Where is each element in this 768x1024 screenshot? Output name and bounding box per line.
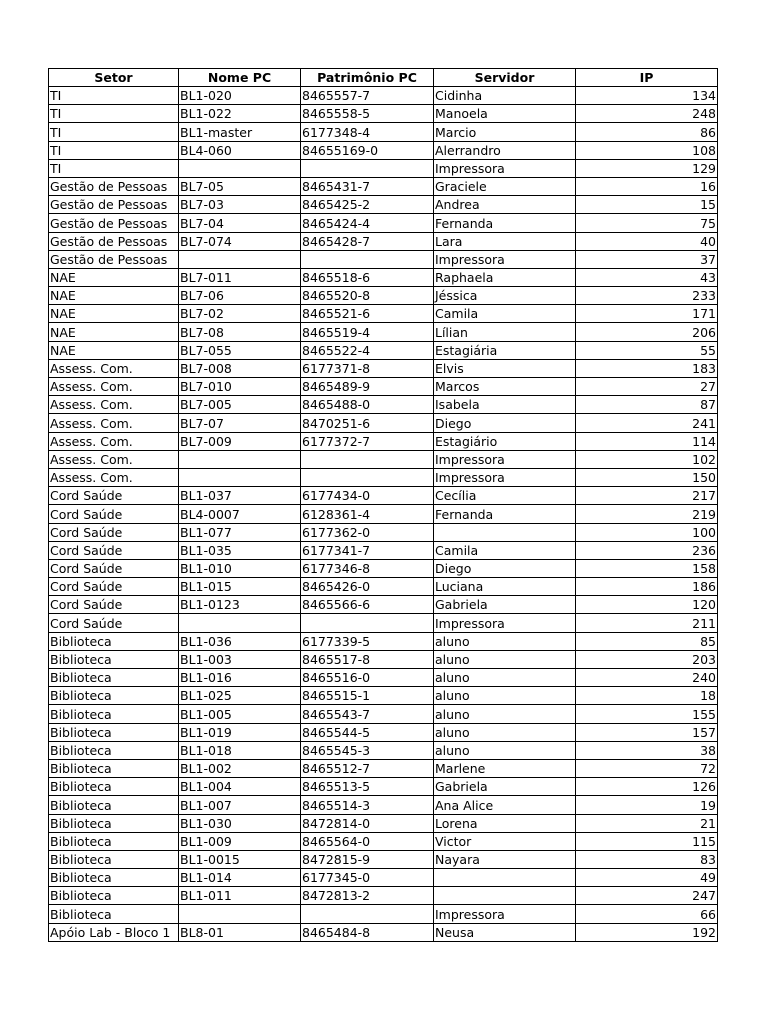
table-row <box>49 723 718 741</box>
cell-servidor: aluno <box>434 705 576 723</box>
header-servidor: Servidor <box>434 69 576 87</box>
cell-patrimonio-pc: 8465428-7 <box>301 232 434 250</box>
cell-setor: Biblioteca <box>49 687 179 705</box>
cell-nome-pc: BL1-003 <box>179 650 301 668</box>
cell-setor: Biblioteca <box>49 632 179 650</box>
cell-ip: 217 <box>576 487 718 505</box>
cell-patrimonio-pc: 6177434-0 <box>301 487 434 505</box>
cell-servidor: Neusa <box>434 923 576 941</box>
cell-servidor: Diego <box>434 414 576 432</box>
cell-patrimonio-pc: 6128361-4 <box>301 505 434 523</box>
cell-servidor: Impressora <box>434 159 576 177</box>
cell-servidor: Victor <box>434 832 576 850</box>
cell-servidor: Marcos <box>434 378 576 396</box>
cell-patrimonio-pc: 6177362-0 <box>301 523 434 541</box>
cell-setor: Gestão de Pessoas <box>49 232 179 250</box>
cell-nome-pc: BL1-030 <box>179 814 301 832</box>
table-row <box>49 705 718 723</box>
cell-servidor: Elvis <box>434 359 576 377</box>
cell-ip: 236 <box>576 541 718 559</box>
cell-servidor: aluno <box>434 669 576 687</box>
cell-nome-pc: BL7-02 <box>179 305 301 323</box>
cell-setor: NAE <box>49 305 179 323</box>
cell-ip: 157 <box>576 723 718 741</box>
table-row <box>49 341 718 359</box>
cell-servidor: Estagiária <box>434 341 576 359</box>
cell-patrimonio-pc: 8465566-6 <box>301 596 434 614</box>
cell-ip: 72 <box>576 759 718 777</box>
table-row <box>49 487 718 505</box>
table-row <box>49 632 718 650</box>
header-row <box>49 69 718 87</box>
table-row <box>49 614 718 632</box>
cell-setor: Gestão de Pessoas <box>49 214 179 232</box>
cell-servidor: Manoela <box>434 105 576 123</box>
cell-nome-pc <box>179 450 301 468</box>
cell-patrimonio-pc: 8465484-8 <box>301 923 434 941</box>
cell-servidor: Lílian <box>434 323 576 341</box>
cell-patrimonio-pc: 8465518-6 <box>301 268 434 286</box>
cell-setor: Biblioteca <box>49 669 179 687</box>
cell-nome-pc: BL1-007 <box>179 796 301 814</box>
table-header <box>49 69 718 87</box>
cell-nome-pc: BL7-009 <box>179 432 301 450</box>
cell-nome-pc <box>179 159 301 177</box>
cell-setor: TI <box>49 87 179 105</box>
table-row <box>49 869 718 887</box>
cell-setor: Apóio Lab - Bloco 1 <box>49 923 179 941</box>
cell-nome-pc: BL1-master <box>179 123 301 141</box>
cell-servidor <box>434 887 576 905</box>
table-row <box>49 359 718 377</box>
cell-patrimonio-pc: 8465512-7 <box>301 759 434 777</box>
table-row <box>49 541 718 559</box>
cell-nome-pc: BL7-03 <box>179 196 301 214</box>
table-row <box>49 177 718 195</box>
cell-nome-pc: BL1-010 <box>179 559 301 577</box>
cell-nome-pc: BL7-05 <box>179 177 301 195</box>
cell-patrimonio-pc <box>301 159 434 177</box>
cell-patrimonio-pc: 8465424-4 <box>301 214 434 232</box>
cell-setor: Biblioteca <box>49 741 179 759</box>
cell-nome-pc: BL7-04 <box>179 214 301 232</box>
table-row <box>49 523 718 541</box>
table-row <box>49 141 718 159</box>
cell-servidor: Lara <box>434 232 576 250</box>
cell-patrimonio-pc: 8465515-1 <box>301 687 434 705</box>
header-setor: Setor <box>49 69 179 87</box>
cell-setor: Biblioteca <box>49 759 179 777</box>
cell-servidor: Nayara <box>434 850 576 868</box>
cell-ip: 40 <box>576 232 718 250</box>
cell-patrimonio-pc <box>301 614 434 632</box>
cell-nome-pc: BL1-025 <box>179 687 301 705</box>
table-row <box>49 687 718 705</box>
cell-servidor: Camila <box>434 541 576 559</box>
cell-servidor: Jéssica <box>434 287 576 305</box>
table-row <box>49 778 718 796</box>
cell-setor: Cord Saúde <box>49 487 179 505</box>
cell-ip: 206 <box>576 323 718 341</box>
cell-nome-pc: BL1-018 <box>179 741 301 759</box>
cell-ip: 21 <box>576 814 718 832</box>
cell-setor: Biblioteca <box>49 778 179 796</box>
cell-servidor: Estagiário <box>434 432 576 450</box>
cell-ip: 233 <box>576 287 718 305</box>
cell-setor: Assess. Com. <box>49 432 179 450</box>
cell-servidor: Impressora <box>434 905 576 923</box>
table-row <box>49 850 718 868</box>
cell-nome-pc: BL1-009 <box>179 832 301 850</box>
cell-nome-pc: BL7-074 <box>179 232 301 250</box>
cell-ip: 126 <box>576 778 718 796</box>
cell-setor: Biblioteca <box>49 832 179 850</box>
cell-servidor: aluno <box>434 723 576 741</box>
cell-nome-pc: BL1-022 <box>179 105 301 123</box>
cell-ip: 150 <box>576 468 718 486</box>
cell-patrimonio-pc: 8465557-7 <box>301 87 434 105</box>
cell-servidor: aluno <box>434 741 576 759</box>
cell-setor: TI <box>49 159 179 177</box>
cell-patrimonio-pc: 8465543-7 <box>301 705 434 723</box>
cell-nome-pc: BL1-005 <box>179 705 301 723</box>
cell-nome-pc: BL1-077 <box>179 523 301 541</box>
cell-patrimonio-pc: 8465489-9 <box>301 378 434 396</box>
table-row <box>49 250 718 268</box>
cell-setor: Biblioteca <box>49 869 179 887</box>
cell-patrimonio-pc: 8472815-9 <box>301 850 434 868</box>
header-nome-pc: Nome PC <box>179 69 301 87</box>
table-row <box>49 505 718 523</box>
table-row <box>49 559 718 577</box>
cell-servidor: Cidinha <box>434 87 576 105</box>
cell-ip: 37 <box>576 250 718 268</box>
cell-ip: 16 <box>576 177 718 195</box>
cell-ip: 248 <box>576 105 718 123</box>
cell-patrimonio-pc: 8465517-8 <box>301 650 434 668</box>
cell-setor: Cord Saúde <box>49 578 179 596</box>
cell-patrimonio-pc: 6177348-4 <box>301 123 434 141</box>
cell-setor: Cord Saúde <box>49 559 179 577</box>
table-row <box>49 578 718 596</box>
cell-servidor: Gabriela <box>434 778 576 796</box>
cell-patrimonio-pc: 84655169-0 <box>301 141 434 159</box>
cell-ip: 171 <box>576 305 718 323</box>
table-row <box>49 741 718 759</box>
cell-patrimonio-pc: 8465564-0 <box>301 832 434 850</box>
cell-setor: Gestão de Pessoas <box>49 177 179 195</box>
cell-nome-pc: BL8-01 <box>179 923 301 941</box>
cell-nome-pc: BL1-035 <box>179 541 301 559</box>
inventory-table <box>48 68 718 942</box>
cell-setor: Assess. Com. <box>49 359 179 377</box>
cell-servidor: Graciele <box>434 177 576 195</box>
table-row <box>49 232 718 250</box>
cell-setor: Gestão de Pessoas <box>49 196 179 214</box>
cell-servidor: aluno <box>434 650 576 668</box>
cell-patrimonio-pc: 8465488-0 <box>301 396 434 414</box>
cell-patrimonio-pc: 8465519-4 <box>301 323 434 341</box>
cell-nome-pc <box>179 250 301 268</box>
table-row <box>49 214 718 232</box>
cell-ip: 183 <box>576 359 718 377</box>
cell-ip: 158 <box>576 559 718 577</box>
cell-ip: 108 <box>576 141 718 159</box>
cell-ip: 19 <box>576 796 718 814</box>
table-row <box>49 105 718 123</box>
cell-servidor: aluno <box>434 632 576 650</box>
table-row <box>49 814 718 832</box>
cell-setor: Assess. Com. <box>49 450 179 468</box>
cell-nome-pc: BL1-011 <box>179 887 301 905</box>
cell-patrimonio-pc: 8465520-8 <box>301 287 434 305</box>
cell-patrimonio-pc: 8465516-0 <box>301 669 434 687</box>
cell-servidor: Marcio <box>434 123 576 141</box>
cell-setor: TI <box>49 105 179 123</box>
cell-nome-pc: BL1-0015 <box>179 850 301 868</box>
table-row <box>49 905 718 923</box>
cell-servidor: Isabela <box>434 396 576 414</box>
cell-ip: 87 <box>576 396 718 414</box>
cell-servidor <box>434 523 576 541</box>
cell-patrimonio-pc <box>301 250 434 268</box>
cell-setor: Biblioteca <box>49 814 179 832</box>
cell-setor: Assess. Com. <box>49 396 179 414</box>
cell-servidor: Fernanda <box>434 214 576 232</box>
cell-patrimonio-pc: 8465431-7 <box>301 177 434 195</box>
cell-ip: 192 <box>576 923 718 941</box>
table-row <box>49 468 718 486</box>
cell-nome-pc: BL7-011 <box>179 268 301 286</box>
cell-nome-pc: BL7-07 <box>179 414 301 432</box>
table-row <box>49 123 718 141</box>
cell-patrimonio-pc: 8465514-3 <box>301 796 434 814</box>
cell-patrimonio-pc <box>301 468 434 486</box>
cell-setor: NAE <box>49 341 179 359</box>
cell-nome-pc: BL4-060 <box>179 141 301 159</box>
cell-servidor: Cecília <box>434 487 576 505</box>
cell-nome-pc: BL7-008 <box>179 359 301 377</box>
table-row <box>49 323 718 341</box>
cell-nome-pc: BL1-004 <box>179 778 301 796</box>
table-row <box>49 378 718 396</box>
cell-patrimonio-pc: 8465558-5 <box>301 105 434 123</box>
cell-servidor: Alerrandro <box>434 141 576 159</box>
cell-patrimonio-pc: 8465513-5 <box>301 778 434 796</box>
cell-ip: 120 <box>576 596 718 614</box>
cell-ip: 15 <box>576 196 718 214</box>
cell-patrimonio-pc: 8472814-0 <box>301 814 434 832</box>
cell-servidor: Raphaela <box>434 268 576 286</box>
cell-patrimonio-pc: 8465544-5 <box>301 723 434 741</box>
cell-patrimonio-pc: 6177345-0 <box>301 869 434 887</box>
table-row <box>49 287 718 305</box>
cell-setor: Assess. Com. <box>49 468 179 486</box>
cell-nome-pc: BL4-0007 <box>179 505 301 523</box>
cell-patrimonio-pc: 8465545-3 <box>301 741 434 759</box>
cell-patrimonio-pc: 8465426-0 <box>301 578 434 596</box>
cell-nome-pc: BL1-015 <box>179 578 301 596</box>
header-ip: IP <box>576 69 718 87</box>
cell-ip: 219 <box>576 505 718 523</box>
table-row <box>49 923 718 941</box>
cell-ip: 85 <box>576 632 718 650</box>
cell-patrimonio-pc: 8465521-6 <box>301 305 434 323</box>
cell-setor: Cord Saúde <box>49 596 179 614</box>
cell-ip: 43 <box>576 268 718 286</box>
cell-ip: 186 <box>576 578 718 596</box>
cell-setor: Biblioteca <box>49 850 179 868</box>
cell-ip: 134 <box>576 87 718 105</box>
cell-setor: NAE <box>49 323 179 341</box>
cell-setor: Biblioteca <box>49 887 179 905</box>
table-body <box>49 87 718 942</box>
cell-nome-pc: BL1-014 <box>179 869 301 887</box>
table-row <box>49 669 718 687</box>
cell-patrimonio-pc: 6177372-7 <box>301 432 434 450</box>
cell-nome-pc: BL7-010 <box>179 378 301 396</box>
table-row <box>49 596 718 614</box>
cell-nome-pc: BL1-019 <box>179 723 301 741</box>
cell-nome-pc: BL1-0123 <box>179 596 301 614</box>
table-row <box>49 887 718 905</box>
cell-ip: 55 <box>576 341 718 359</box>
table-row <box>49 432 718 450</box>
table-row <box>49 832 718 850</box>
cell-patrimonio-pc: 8465425-2 <box>301 196 434 214</box>
cell-setor: Cord Saúde <box>49 505 179 523</box>
table-row <box>49 796 718 814</box>
table-row <box>49 305 718 323</box>
cell-ip: 18 <box>576 687 718 705</box>
table-row <box>49 87 718 105</box>
cell-ip: 129 <box>576 159 718 177</box>
cell-ip: 155 <box>576 705 718 723</box>
cell-ip: 100 <box>576 523 718 541</box>
cell-setor: Cord Saúde <box>49 523 179 541</box>
cell-ip: 247 <box>576 887 718 905</box>
cell-patrimonio-pc: 6177346-8 <box>301 559 434 577</box>
cell-patrimonio-pc: 8472813-2 <box>301 887 434 905</box>
cell-patrimonio-pc <box>301 450 434 468</box>
cell-ip: 240 <box>576 669 718 687</box>
cell-ip: 241 <box>576 414 718 432</box>
cell-setor: Biblioteca <box>49 650 179 668</box>
cell-servidor: Marlene <box>434 759 576 777</box>
cell-servidor <box>434 869 576 887</box>
table-row <box>49 450 718 468</box>
cell-nome-pc: BL7-005 <box>179 396 301 414</box>
cell-servidor: Fernanda <box>434 505 576 523</box>
table-row <box>49 759 718 777</box>
cell-nome-pc <box>179 614 301 632</box>
cell-servidor: Luciana <box>434 578 576 596</box>
cell-ip: 211 <box>576 614 718 632</box>
cell-servidor: Ana Alice <box>434 796 576 814</box>
cell-servidor: Camila <box>434 305 576 323</box>
header-patrimonio-pc: Patrimônio PC <box>301 69 434 87</box>
cell-servidor: aluno <box>434 687 576 705</box>
cell-servidor: Lorena <box>434 814 576 832</box>
cell-servidor: Impressora <box>434 250 576 268</box>
table-row <box>49 650 718 668</box>
cell-setor: Biblioteca <box>49 796 179 814</box>
cell-setor: Assess. Com. <box>49 378 179 396</box>
cell-setor: NAE <box>49 287 179 305</box>
cell-ip: 203 <box>576 650 718 668</box>
cell-nome-pc: BL1-037 <box>179 487 301 505</box>
cell-ip: 83 <box>576 850 718 868</box>
cell-patrimonio-pc: 6177339-5 <box>301 632 434 650</box>
cell-ip: 66 <box>576 905 718 923</box>
cell-ip: 114 <box>576 432 718 450</box>
cell-nome-pc: BL1-002 <box>179 759 301 777</box>
cell-setor: NAE <box>49 268 179 286</box>
cell-nome-pc: BL7-08 <box>179 323 301 341</box>
cell-servidor: Gabriela <box>434 596 576 614</box>
cell-nome-pc: BL1-036 <box>179 632 301 650</box>
cell-patrimonio-pc: 6177371-8 <box>301 359 434 377</box>
cell-servidor: Impressora <box>434 468 576 486</box>
cell-ip: 86 <box>576 123 718 141</box>
cell-ip: 75 <box>576 214 718 232</box>
cell-nome-pc: BL1-020 <box>179 87 301 105</box>
cell-setor: Biblioteca <box>49 723 179 741</box>
cell-ip: 102 <box>576 450 718 468</box>
cell-setor: Biblioteca <box>49 705 179 723</box>
cell-nome-pc <box>179 468 301 486</box>
cell-ip: 49 <box>576 869 718 887</box>
table-row <box>49 396 718 414</box>
table-row <box>49 414 718 432</box>
cell-servidor: Impressora <box>434 450 576 468</box>
cell-setor: Biblioteca <box>49 905 179 923</box>
cell-ip: 38 <box>576 741 718 759</box>
cell-servidor: Andrea <box>434 196 576 214</box>
table-row <box>49 159 718 177</box>
cell-servidor: Diego <box>434 559 576 577</box>
table-row <box>49 268 718 286</box>
cell-setor: Gestão de Pessoas <box>49 250 179 268</box>
table-row <box>49 196 718 214</box>
cell-nome-pc: BL1-016 <box>179 669 301 687</box>
cell-setor: Cord Saúde <box>49 614 179 632</box>
cell-nome-pc: BL7-06 <box>179 287 301 305</box>
cell-patrimonio-pc: 8470251-6 <box>301 414 434 432</box>
cell-nome-pc <box>179 905 301 923</box>
cell-setor: TI <box>49 141 179 159</box>
cell-setor: Cord Saúde <box>49 541 179 559</box>
cell-patrimonio-pc: 6177341-7 <box>301 541 434 559</box>
cell-servidor: Impressora <box>434 614 576 632</box>
cell-patrimonio-pc <box>301 905 434 923</box>
cell-setor: Assess. Com. <box>49 414 179 432</box>
cell-nome-pc: BL7-055 <box>179 341 301 359</box>
cell-patrimonio-pc: 8465522-4 <box>301 341 434 359</box>
cell-ip: 115 <box>576 832 718 850</box>
cell-ip: 27 <box>576 378 718 396</box>
cell-setor: TI <box>49 123 179 141</box>
